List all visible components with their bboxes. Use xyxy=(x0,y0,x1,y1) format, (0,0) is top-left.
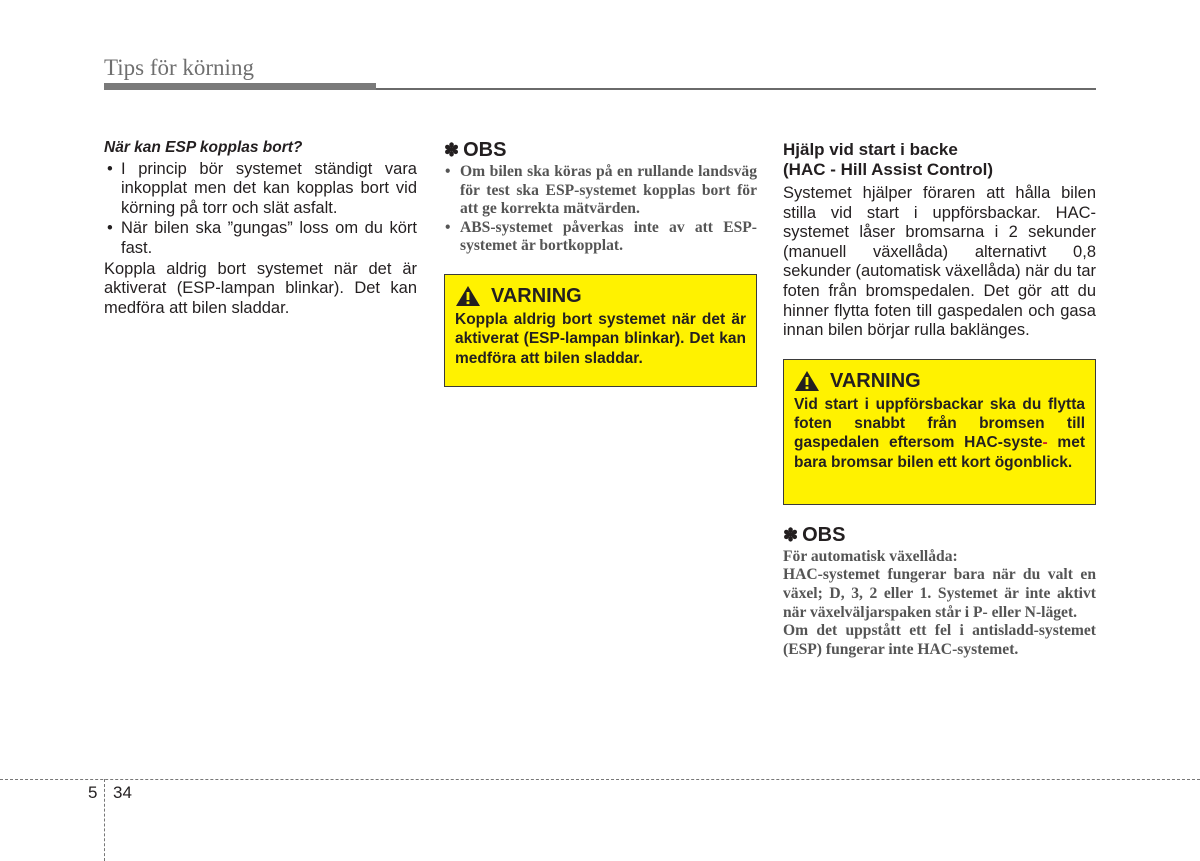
obs-title: OBS xyxy=(463,139,507,161)
header-rule-thin xyxy=(376,88,1096,90)
warning-text xyxy=(794,395,1085,472)
warning-box xyxy=(783,359,1096,505)
warning-triangle-icon xyxy=(794,370,820,392)
warning-triangle-icon xyxy=(455,285,481,307)
warning-title: VARNING xyxy=(491,284,582,307)
warning-text-part2: met bara bromsar bilen ett kort ögonblick. xyxy=(794,434,1085,471)
footer-divider xyxy=(104,779,105,861)
warning-heading xyxy=(794,369,1085,393)
header-title: Tips för körning xyxy=(104,55,254,80)
obs-line: HAC-systemet fungerar bara när du valt en växel; D, 3, 2 eller 1. Systemet är inte aktivt när växelväljarspaken står i P- eller N-läget. xyxy=(783,566,1096,621)
list-item: • ABS-systemet påverkas inte av att ESP-systemet är bortkopplat. xyxy=(444,219,757,256)
warning-heading xyxy=(455,284,746,308)
obs-star-icon: ✽ xyxy=(783,524,799,545)
esp-paragraph: Koppla aldrig bort systemet när det är aktiverat (ESP-lampan blinkar). Det kan medföra att bilen sladdar. xyxy=(104,259,417,317)
obs-line: För automatisk växellåda: xyxy=(783,547,958,565)
esp-subheading: När kan ESP kopplas bort? xyxy=(104,139,303,156)
hac-heading-line2: (HAC - Hill Assist Control) xyxy=(783,160,993,179)
hac-heading-line1: Hjälp vid start i backe xyxy=(783,140,958,159)
obs-heading xyxy=(783,523,1096,547)
footer-rule xyxy=(0,779,1200,780)
obs-list xyxy=(444,163,757,256)
right-column xyxy=(783,140,1096,659)
list-item: • I princip bör systemet ständigt vara inkopplat men det kan kopplas bort vid körning på torr och slät asfalt. xyxy=(104,160,417,219)
section-number: 5 xyxy=(88,783,98,802)
middle-column xyxy=(444,138,757,387)
esp-bullet-list xyxy=(104,160,417,259)
obs-content xyxy=(783,548,1096,660)
hyphen-mark: - xyxy=(1042,434,1048,452)
list-item: • Om bilen ska köras på en rullande landsväg för test ska ESP-systemet kopplas bort för att ge korrekta mätvärden. xyxy=(444,163,757,219)
header-rule-thick xyxy=(104,83,376,90)
obs-star-icon: ✽ xyxy=(444,140,460,160)
warning-title: VARNING xyxy=(830,369,921,392)
hac-heading xyxy=(783,140,1096,180)
obs-heading xyxy=(444,138,757,162)
obs-line: Om det uppstått ett fel i antisladd-systemet (ESP) fungerar inte HAC-systemet. xyxy=(783,622,1096,658)
hac-paragraph: Systemet hjälper föraren att hålla bilen stilla vid start i uppförsbackar. HAC-systemet låser bromsarna i 2 sekunder (manuell växellåda) alternativt 0,8 sekunder (automatisk växellåda) när du tar foten från bromspedalen. Det gör att du hinner flytta foten till gaspedalen och gasa innan bilen börjar rulla baklänges. xyxy=(783,184,1096,340)
list-item: • När bilen ska ”gungas” loss om du kört fast. xyxy=(104,219,417,258)
obs-title: OBS xyxy=(802,523,846,546)
page-number: 34 xyxy=(113,783,132,802)
warning-text-part1: Vid start i uppförsbackar ska du flytta foten snabbt från bromsen till gaspedalen eftersom HAC-syste xyxy=(794,395,1085,452)
warning-text: Koppla aldrig bort systemet när det är aktiverat (ESP-lampan blinkar). Det kan medföra att bilen sladdar. xyxy=(455,310,746,367)
warning-box xyxy=(444,274,757,387)
left-column xyxy=(104,138,417,318)
